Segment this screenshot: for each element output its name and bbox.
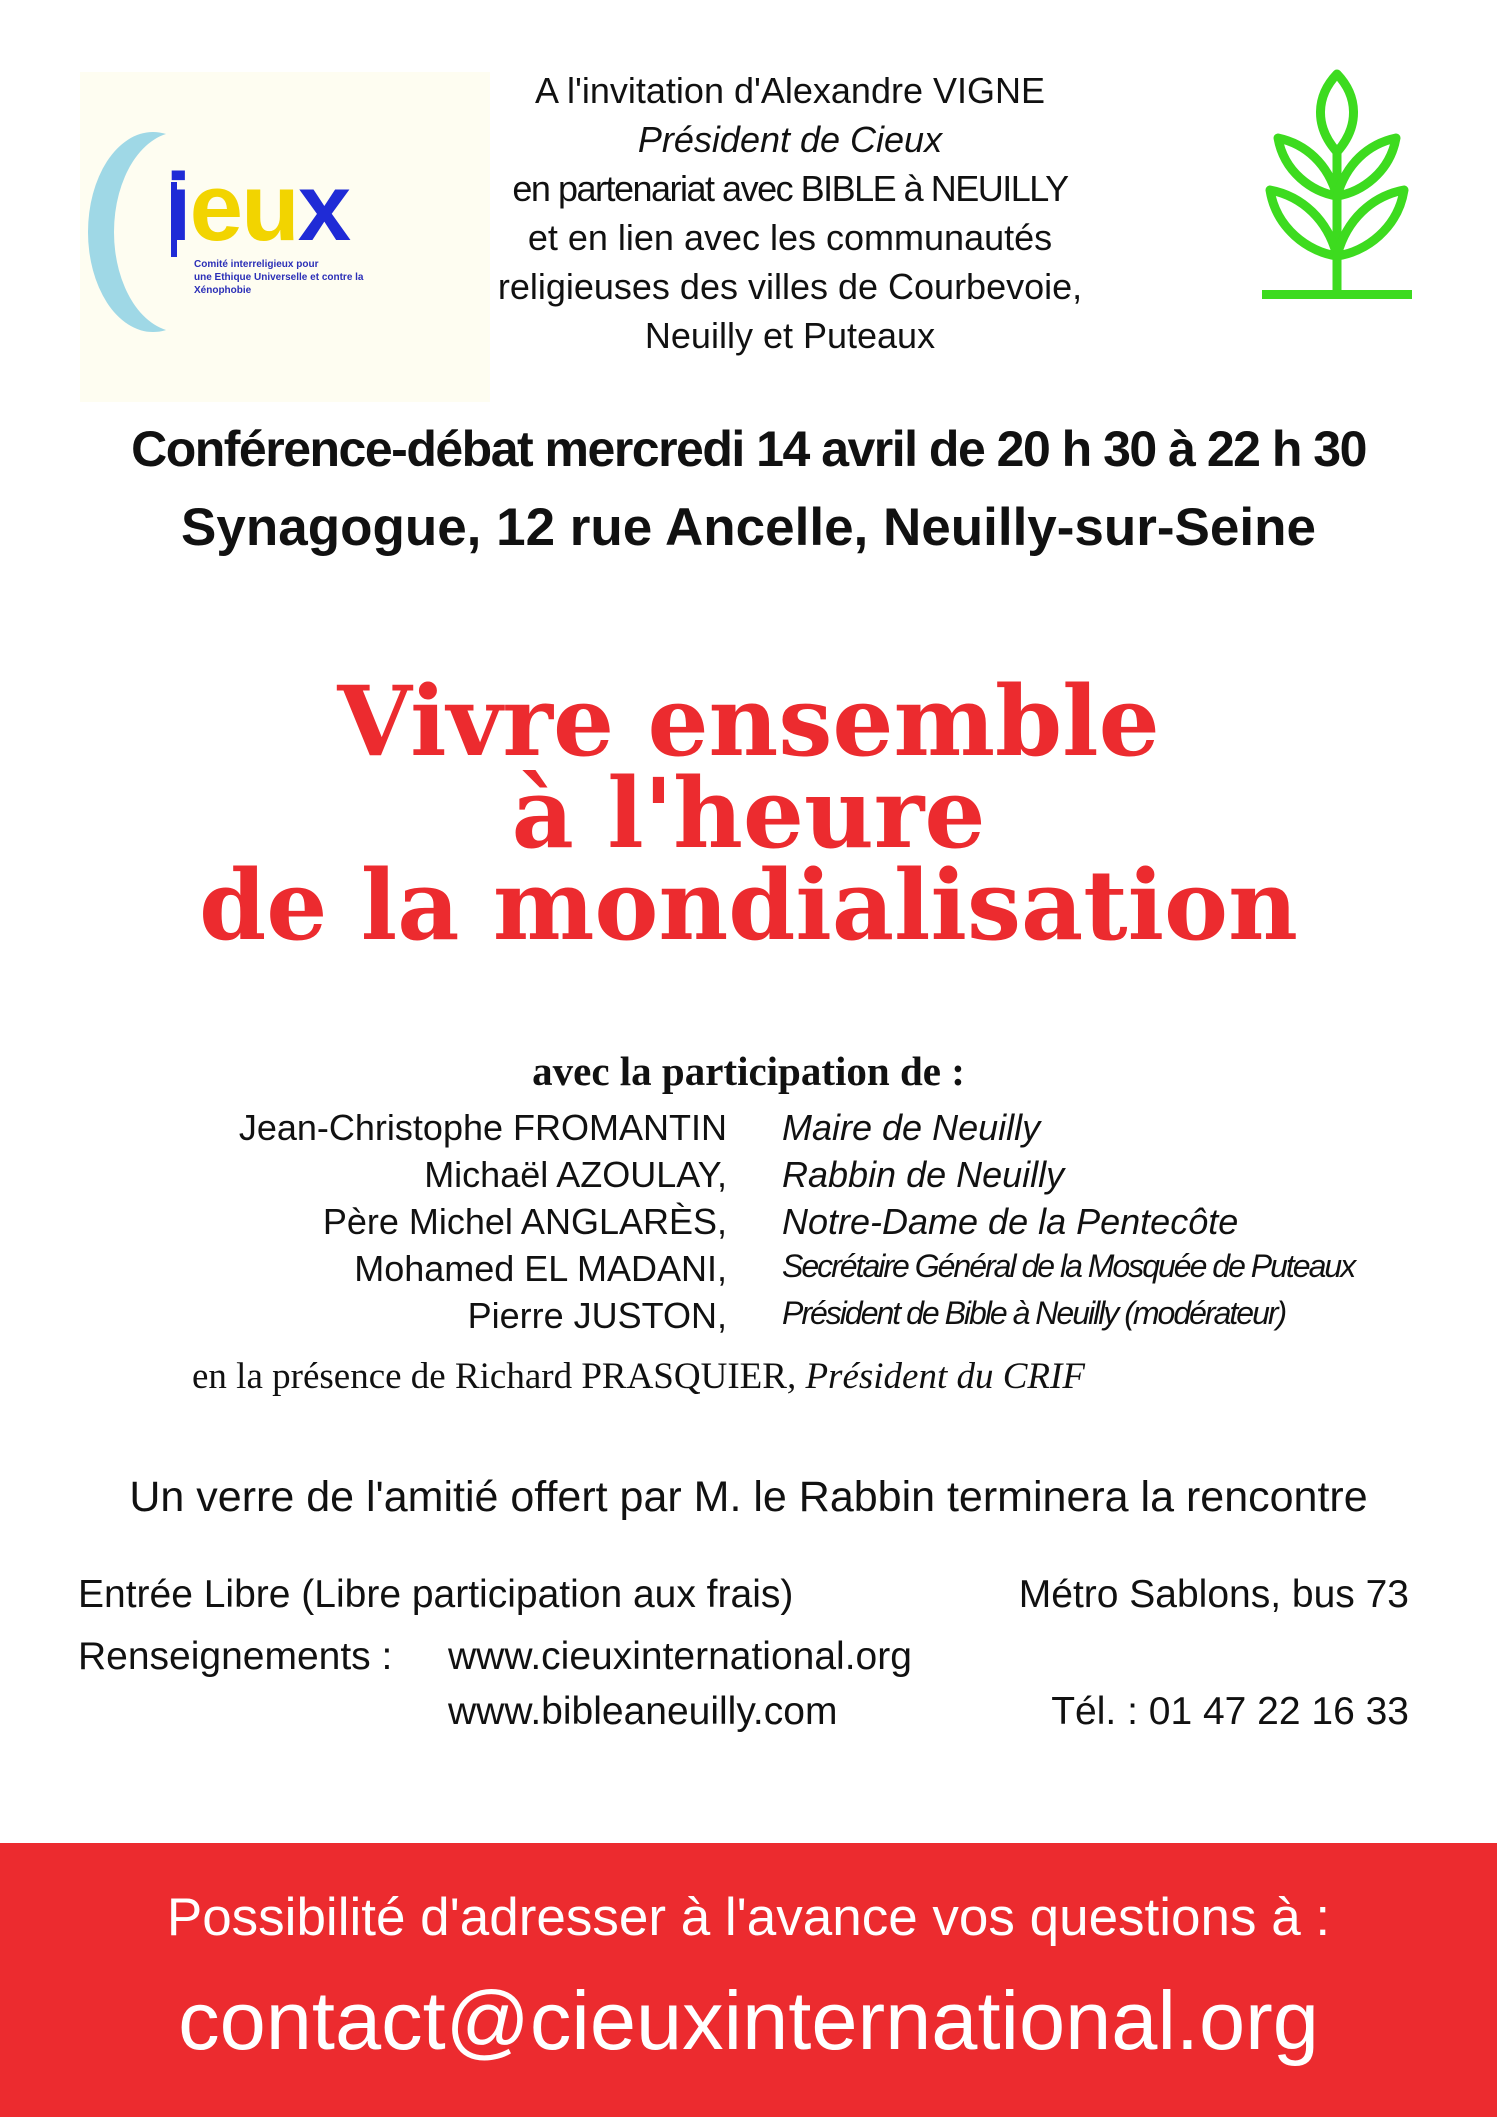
logo-letter-e: e bbox=[189, 154, 242, 261]
participant-role: Rabbin de Neuilly bbox=[782, 1154, 1065, 1195]
website-link-cieux[interactable]: www.cieuxinternational.org bbox=[448, 1635, 912, 1678]
invitation-line3: en partenariat avec BIBLE à NEUILLY bbox=[512, 168, 1068, 209]
logo-letter-x: x bbox=[297, 154, 350, 261]
invitation-line5: religieuses des villes de Courbevoie, bbox=[497, 266, 1083, 307]
participant-name: Mohamed EL MADANI, bbox=[354, 1248, 727, 1289]
participant-row bbox=[0, 1201, 1497, 1248]
invitation-line2: Président de Cieux bbox=[637, 119, 943, 160]
participant-row bbox=[0, 1107, 1497, 1154]
participant-role: Président de Bible à Neuilly (modérateur) bbox=[782, 1295, 1286, 1331]
participant-role: Secrétaire Général de la Mosquée de Puteaux bbox=[782, 1248, 1355, 1284]
logo-subtitle bbox=[194, 258, 414, 297]
participant-row bbox=[0, 1248, 1497, 1295]
event-title bbox=[0, 665, 1497, 962]
phone-number: Tél. : 01 47 22 16 33 bbox=[1051, 1690, 1409, 1733]
website-link-bible[interactable]: www.bibleaneuilly.com bbox=[448, 1690, 838, 1733]
footer-banner bbox=[0, 1843, 1497, 2117]
logo-subtitle-line1: Comité interreligieux pour bbox=[194, 259, 319, 270]
invitation-line1: A l'invitation d'Alexandre VIGNE bbox=[534, 70, 1045, 111]
logo-letter-u: u bbox=[241, 154, 298, 261]
invitation-line6: Neuilly et Puteaux bbox=[644, 315, 936, 356]
participant-name: Père Michel ANGLARÈS, bbox=[322, 1201, 727, 1242]
participants-list bbox=[0, 1107, 1497, 1342]
participant-row bbox=[0, 1154, 1497, 1201]
participant-role: Notre-Dame de la Pentecôte bbox=[782, 1201, 1239, 1242]
plant-icon bbox=[1262, 66, 1412, 306]
participant-row bbox=[0, 1295, 1497, 1342]
presence-line bbox=[192, 1355, 1085, 1398]
participant-name: Michaël AZOULAY, bbox=[424, 1154, 727, 1195]
participant-role: Maire de Neuilly bbox=[782, 1107, 1041, 1148]
invitation-text bbox=[480, 66, 1100, 360]
metro-info: Métro Sablons, bus 73 bbox=[1018, 1573, 1409, 1616]
conference-date: Conférence-débat mercredi 14 avril de 20 h 30 à 22 h 30 bbox=[131, 421, 1366, 477]
closing-drink-note: Un verre de l'amitié offert par M. le Rabbin terminera la rencontre bbox=[129, 1473, 1368, 1521]
presence-role: , Président du CRIF bbox=[786, 1356, 1085, 1397]
entry-info: Entrée Libre (Libre participation aux frais) bbox=[78, 1573, 794, 1616]
logo-letter-i: i bbox=[165, 154, 190, 261]
participants-heading: avec la participation de : bbox=[532, 1048, 965, 1094]
venue-address: Synagogue, 12 rue Ancelle, Neuilly-sur-Seine bbox=[181, 498, 1316, 557]
footer-question: Possibilité d'adresser à l'avance vos questions à : bbox=[166, 1888, 1331, 1947]
participant-name: Pierre JUSTON, bbox=[467, 1295, 727, 1336]
invitation-line4: et en lien avec les communautés bbox=[527, 217, 1053, 258]
participant-name: Jean-Christophe FROMANTIN bbox=[238, 1107, 727, 1148]
logo-wordmark bbox=[165, 154, 350, 261]
title-line3: de la mondialisation bbox=[199, 849, 1298, 962]
presence-text: en la présence de Richard PRASQUIER bbox=[192, 1356, 787, 1397]
title-line2: à l'heure bbox=[511, 757, 986, 870]
cieux-logo bbox=[80, 72, 490, 402]
logo-subtitle-line2: une Ethique Universelle et contre la Xénophobie bbox=[194, 272, 364, 296]
contact-email-link[interactable]: contact@cieuxinternational.org bbox=[178, 1974, 1319, 2067]
renseignements-label: Renseignements : bbox=[78, 1635, 393, 1678]
title-line1: Vivre ensemble bbox=[337, 665, 1160, 778]
